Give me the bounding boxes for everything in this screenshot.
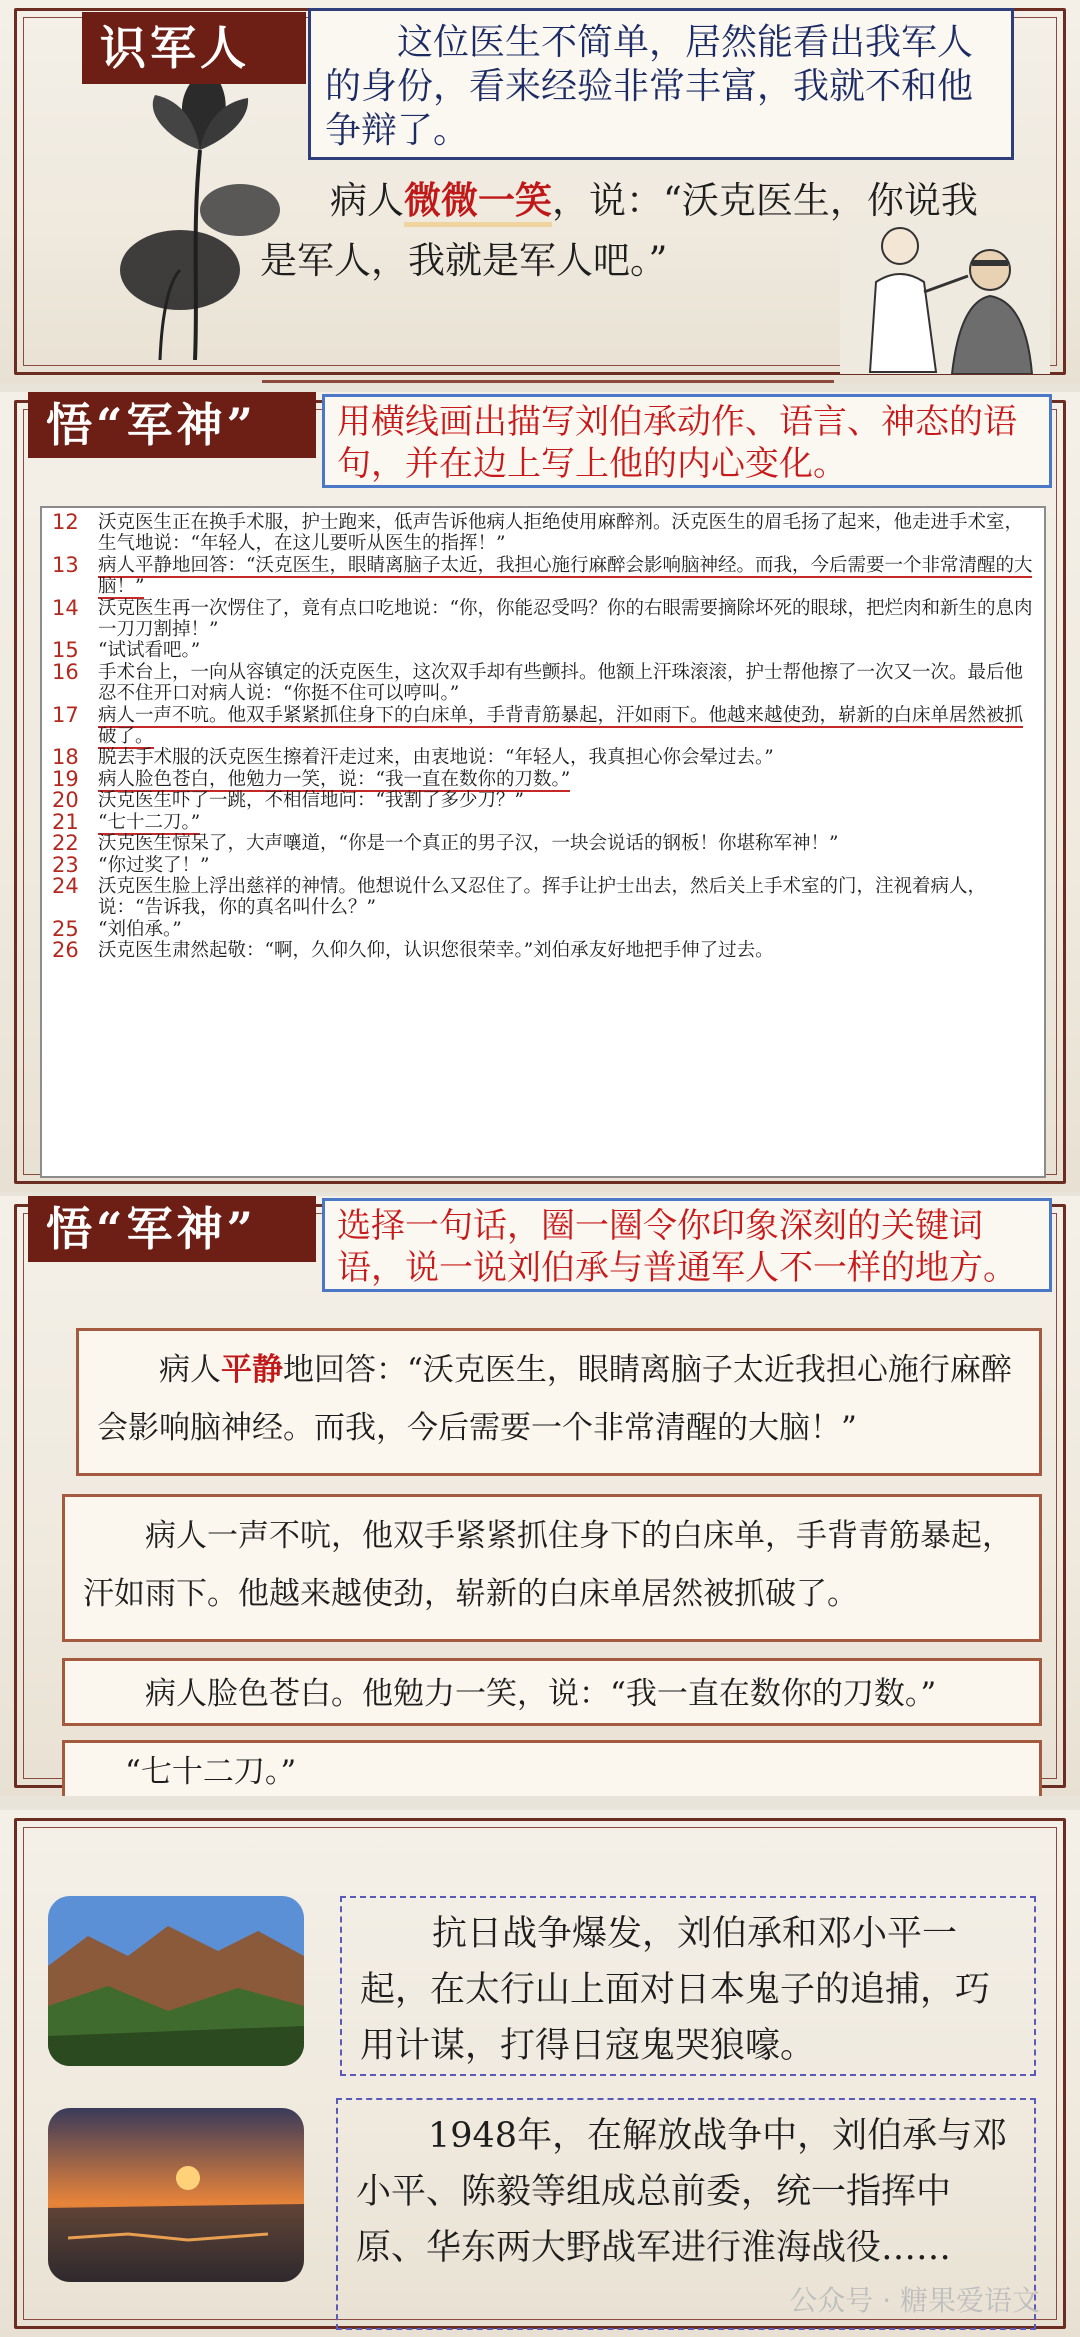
story-huaihai-campaign: 1948年，在解放战争中，刘伯承与邓小平、陈毅等组成总前委，统一指挥中原、华东两大野战军进行淮海战役…… — [336, 2098, 1036, 2330]
paragraph-text: 沃克医生吓了一跳，不相信地问：“我割了多少刀？” — [98, 790, 524, 812]
passage-paragraph — [52, 552, 1034, 598]
passage-paragraph — [52, 766, 1034, 791]
quote-keyword: 平静 — [221, 1352, 283, 1388]
paragraph-text: “七十二刀。” — [98, 811, 201, 833]
paragraph-text: 沃克医生脸上浮出慈祥的神情。他想说什么又忍住了。挥手让护士出去，然后关上手术室的门，注视着病人，说：“告诉我，你的真名叫什么？” — [98, 875, 987, 919]
paragraph-number: 19 — [52, 766, 79, 791]
quote-suffix: 地回答：“沃克医生，眼睛离脑子太近我担心施行麻醉会影响脑神经。而我，今后需要一个非常清醒的大脑！” — [97, 1352, 1012, 1446]
quote-silent-grip: 病人一声不吭，他双手紧紧抓住身下的白床单，手背青筋暴起，汗如雨下。他越来越使劲，崭新的白床单居然被抓破了。 — [62, 1494, 1042, 1642]
slide-key-words — [0, 1196, 1080, 1796]
passage-paragraph — [52, 833, 1034, 854]
passage-paragraph — [52, 512, 1034, 555]
keyword-highlight: 微微一笑 — [404, 178, 552, 227]
paragraph-text: 沃克医生肃然起敬：“啊，久仰久仰，认识您很荣幸。”刘伯承友好地把手伸了过去。 — [98, 940, 774, 962]
instruction-box: 用横线画出描写刘伯承动作、语言、神态的语句，并在边上写上他的内心变化。 — [322, 394, 1052, 488]
paragraph-number: 14 — [52, 595, 79, 620]
passage-paragraph — [52, 940, 1034, 961]
paragraph-text: “你过奖了！” — [98, 854, 210, 876]
passage-paragraph — [52, 702, 1034, 748]
paragraph-number: 13 — [52, 552, 79, 577]
account-watermark: 公众号 · 糖果爱语文 — [789, 2284, 1040, 2317]
dialog-suffix: ，说：“沃克医生，你说我是军人，我就是军人吧。” — [260, 179, 978, 282]
passage-paragraph — [52, 640, 1034, 661]
passage-paragraph — [52, 659, 1034, 705]
dialog-prefix: 病人 — [330, 179, 404, 222]
paragraph-number: 20 — [52, 788, 79, 813]
passage-paragraph — [52, 916, 1034, 941]
slide-recognize-soldier — [0, 0, 1080, 383]
paragraph-number: 15 — [52, 638, 79, 663]
mountain-photo — [48, 1896, 304, 2066]
passage-paragraph — [52, 747, 1034, 768]
slide-title: 悟“军神” — [28, 1196, 316, 1262]
paragraph-number: 21 — [52, 809, 79, 834]
quote-calm-answer — [76, 1328, 1042, 1476]
slide-biography — [0, 1810, 1080, 2337]
paragraph-number: 17 — [52, 702, 79, 727]
paragraph-number: 18 — [52, 745, 79, 770]
paragraph-text: 脱去手术服的沃克医生擦着汗走过来，由衷地说：“年轻人，我真担心你会晕过去。” — [98, 747, 774, 769]
passage-paragraph — [52, 790, 1034, 811]
quote-prefix: 病人 — [159, 1352, 221, 1388]
slide-title: 识军人 — [82, 12, 306, 84]
paragraph-text: “试试看吧。” — [98, 640, 201, 662]
paragraph-number: 23 — [52, 852, 79, 877]
instruction-box: 选择一句话，圈一圈令你印象深刻的关键词语，说一说刘伯承与普通军人不一样的地方。 — [322, 1198, 1052, 1292]
passage-paragraph — [52, 595, 1034, 641]
passage-paragraph — [52, 852, 1034, 877]
paragraph-number: 24 — [52, 873, 79, 898]
paragraph-text: 手术台上，一向从容镇定的沃克医生，这次双手却有些颤抖。他额上汗珠滚滚，护士帮他擦了一次又一次。最后他忍不住开口对病人说：“你挺不住可以哼叫。” — [98, 661, 1024, 705]
slide-annotate-passage — [0, 392, 1080, 1192]
slide-title: 悟“军神” — [28, 392, 316, 458]
thinking-prompt-box — [262, 380, 834, 383]
paragraph-number: 26 — [52, 938, 79, 963]
paragraph-text: 沃克医生再一次愣住了，竟有点口吃地说：“你，你能忍受吗？你的右眼需要摘除坏死的眼球，把烂肉和新生的息肉一刀刀割掉！” — [98, 597, 1033, 641]
sunset-photo — [48, 2108, 304, 2282]
paragraph-text: 沃克医生正在换手术服，护士跑来，低声告诉他病人拒绝使用麻醉剂。沃克医生的眉毛扬了起来，他走进手术室，生气地说：“年轻人，在这儿要听从医生的指挥！” — [98, 512, 1024, 555]
paragraph-text: 沃克医生惊呆了，大声嚷道，“你是一个真正的男子汉，一块会说话的钢板！你堪称军神！” — [98, 833, 839, 855]
passage-paragraph — [52, 809, 1034, 834]
paragraph-number: 22 — [52, 831, 79, 856]
paragraph-number: 25 — [52, 916, 79, 941]
quote-count-cuts: 病人脸色苍白。他勉力一笑，说：“我一直在数你的刀数。” — [62, 1658, 1042, 1726]
paragraph-number: 16 — [52, 659, 79, 684]
quote-seventy-two: “七十二刀。” — [62, 1740, 1042, 1796]
passage-box — [40, 506, 1046, 1178]
doctor-patient-illustration — [840, 222, 1050, 374]
passage-paragraph — [52, 873, 1034, 919]
thought-box: 这位医生不简单，居然能看出我军人的身份，看来经验非常丰富，我就不和他争辩了。 — [308, 8, 1014, 160]
paragraph-text: 病人一声不吭。他双手紧紧抓住身下的白床单，手背青筋暴起，汗如雨下。他越来越使劲，崭新的白床单居然被抓破了。 — [98, 704, 1024, 748]
paragraph-text: 病人脸色苍白，他勉力一笑，说：“我一直在数你的刀数。” — [98, 768, 571, 790]
paragraph-number: 12 — [52, 510, 79, 534]
paragraph-text: 病人平静地回答：“沃克医生，眼睛离脑子太近，我担心施行麻醉会影响脑神经。而我，今后需要一个非常清醒的大脑！” — [98, 554, 1033, 598]
paragraph-text: “刘伯承。” — [98, 918, 182, 940]
story-anti-japanese-war: 抗日战争爆发，刘伯承和邓小平一起，在太行山上面对日本鬼子的追捕，巧用计谋，打得日寇鬼哭狼嚎。 — [340, 1896, 1036, 2076]
